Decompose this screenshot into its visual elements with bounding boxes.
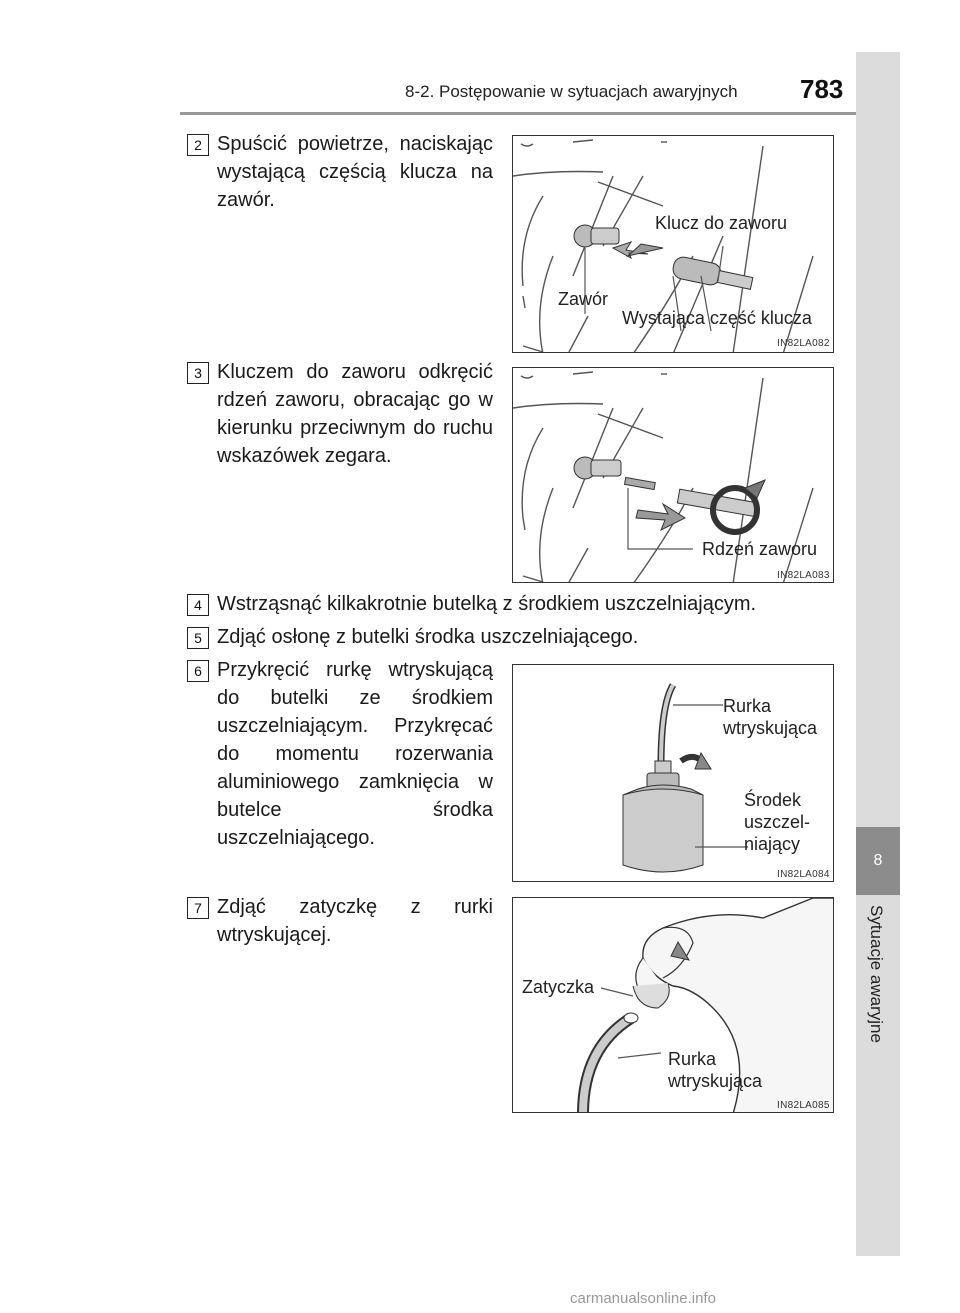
chapter-number-box: 8	[856, 827, 900, 895]
figure-cap-removal	[512, 897, 834, 1113]
label-injection-tube: Rurka wtryskująca	[723, 696, 818, 738]
step-text-4: Wstrząsnąć kilkakrotnie butelką z środkiem uszczelniającym.	[217, 593, 757, 615]
chapter-title: Sytuacje awaryjne	[867, 905, 886, 1043]
footer-watermark: carmanualsonline.info	[570, 1290, 716, 1307]
figure-code: IN82LA082	[777, 338, 830, 349]
label-valve-wrench: Klucz do zaworu	[655, 213, 788, 233]
step-text-6: Przykręcić rurkę wtryskującą do butelki ze środkiem uszczelniającym. Przykręcać do momentu rozerwania aluminiowego zamknięcia w butelce środka uszczelniającego.	[217, 659, 493, 849]
label-valve: Zawór	[558, 289, 609, 309]
step-text-2: Spuścić powietrze, naciskając wystającą częścią klucza na zawór.	[217, 133, 493, 211]
figure-code: IN82LA085	[777, 1100, 830, 1111]
figure-code: IN82LA084	[777, 869, 830, 880]
chapter-title-vertical	[856, 905, 900, 1125]
step-number-7: 7	[187, 897, 209, 919]
step-number-2: 2	[187, 134, 209, 156]
step-number-5: 5	[187, 627, 209, 649]
label-cap: Zatyczka	[522, 977, 595, 997]
header-rule	[180, 112, 856, 115]
figure-code: IN82LA083	[777, 570, 830, 581]
page-number: 783	[800, 74, 844, 104]
step-number-4: 4	[187, 594, 209, 616]
label-injection-tube-2: Rurka wtryskująca	[668, 1049, 763, 1091]
step-number-3: 3	[187, 362, 209, 384]
step-text-3: Kluczem do zaworu odkręcić rdzeń zaworu, obracając go w kierunku przeciwnym do ruchu wskazówek zegara.	[217, 361, 493, 467]
step-text-5: Zdjąć osłonę z butelki środka uszczelniającego.	[217, 626, 639, 648]
step-text-7: Zdjąć zatyczkę z rurki wtryskującej.	[217, 896, 493, 946]
figure-injection-tube	[512, 664, 834, 882]
step-number-6: 6	[187, 660, 209, 682]
figure-valve-release	[512, 135, 834, 353]
label-wrench-protrusion: Wystająca część klucza	[622, 308, 812, 328]
figure-valve-core-removal	[512, 367, 834, 583]
header-title: 8-2. Postępowanie w sytuacjach awaryjnych	[405, 82, 738, 101]
label-sealant: Środek uszczel- niający	[744, 790, 811, 854]
label-valve-core: Rdzeń zaworu	[702, 539, 818, 559]
